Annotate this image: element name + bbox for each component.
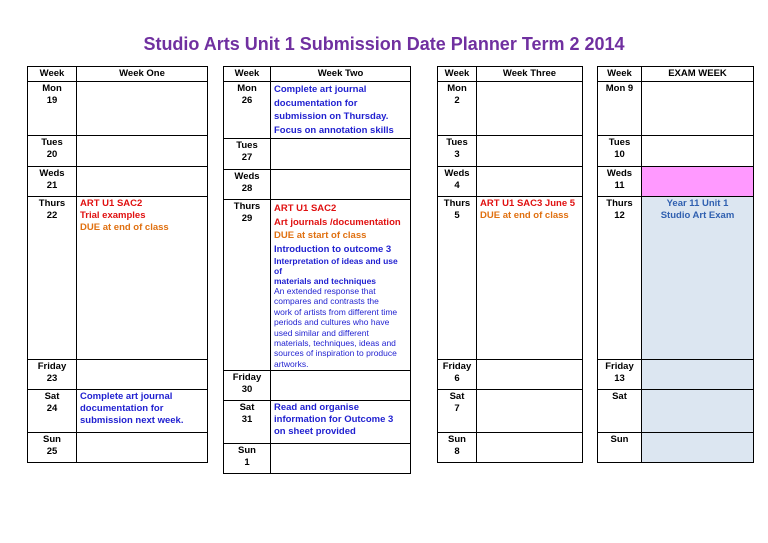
week-two-table [223, 66, 411, 474]
day-cell-wed: Weds 4 [438, 167, 477, 197]
exam-cell-fri [642, 360, 754, 390]
entry-cell [77, 433, 208, 463]
week-name: Week One [77, 67, 208, 82]
week-name: Week Two [271, 67, 411, 82]
entry-cell [77, 82, 208, 136]
day-cell-tue: Tues 20 [28, 136, 77, 167]
entry-cell [477, 82, 583, 136]
entry-cell [77, 360, 208, 390]
entry-cell [477, 360, 583, 390]
day-cell-fri: Friday 6 [438, 360, 477, 390]
entry-cell [271, 139, 411, 170]
week-label: Week [598, 67, 642, 82]
entry-cell [77, 136, 208, 167]
entry-cell-mon: Complete art journal documentation for submission on Thursday. Focus on annotation skills [271, 82, 411, 139]
entry-cell-thu: ART U1 SAC3 June 5 DUE at end of class [477, 197, 583, 360]
day-cell-sun: Sun [598, 433, 642, 463]
entry-cell [271, 170, 411, 200]
entry-cell-sat: Read and organise information for Outcome 3 on sheet provided [271, 401, 411, 444]
day-cell-mon: Mon 9 [598, 82, 642, 136]
day-cell-sun: Sun 8 [438, 433, 477, 463]
entry-cell [477, 433, 583, 463]
week-label: Week [28, 67, 77, 82]
entry-cell [271, 444, 411, 474]
day-cell-sat: Sat 7 [438, 390, 477, 433]
day-cell-thu: Thurs 5 [438, 197, 477, 360]
day-cell-thu: Thurs 29 [224, 200, 271, 371]
entry-cell [77, 167, 208, 197]
entry-cell-sat: Complete art journal documentation for submission next week. [77, 390, 208, 433]
entry-cell [271, 371, 411, 401]
day-cell-fri: Friday 23 [28, 360, 77, 390]
entry-cell [642, 82, 754, 136]
highlight-cell-wed [642, 167, 754, 197]
entry-cell-thu: ART U1 SAC2 Trial examples DUE at end of class [77, 197, 208, 360]
day-cell-wed: Weds 11 [598, 167, 642, 197]
day-cell-tue: Tues 27 [224, 139, 271, 170]
day-cell-thu: Thurs 22 [28, 197, 77, 360]
day-cell-fri: Friday 13 [598, 360, 642, 390]
entry-cell [642, 136, 754, 167]
entry-cell-thu: ART U1 SAC2 Art journals /documentation DUE at start of class Introduction to outcome 3 Interpretation of ideas and use of materials and techniques An extended response that compares and contrasts the work of artists from different time periods and cultures who have used similar and different materials, techniques, ideas and sources of inspiration to produce artworks. [271, 200, 411, 371]
day-cell-mon: Mon 26 [224, 82, 271, 139]
exam-cell-thu: Year 11 Unit 1 Studio Art Exam [642, 197, 754, 360]
week-name: EXAM WEEK [642, 67, 754, 82]
exam-cell-sat [642, 390, 754, 433]
day-cell-mon: Mon 2 [438, 82, 477, 136]
day-cell-thu: Thurs 12 [598, 197, 642, 360]
entry-cell [477, 390, 583, 433]
day-cell-sat: Sat [598, 390, 642, 433]
exam-cell-sun [642, 433, 754, 463]
day-cell-sun: Sun 1 [224, 444, 271, 474]
day-cell-wed: Weds 21 [28, 167, 77, 197]
day-cell-sun: Sun 25 [28, 433, 77, 463]
day-cell-mon: Mon 19 [28, 82, 77, 136]
week-label: Week [224, 67, 271, 82]
week-three-table [437, 66, 583, 463]
day-cell-tue: Tues 10 [598, 136, 642, 167]
day-cell-fri: Friday 30 [224, 371, 271, 401]
entry-cell [477, 167, 583, 197]
week-name: Week Three [477, 67, 583, 82]
page-title: Studio Arts Unit 1 Submission Date Planner Term 2 2014 [143, 34, 625, 54]
week-one-table [27, 66, 208, 463]
day-cell-tue: Tues 3 [438, 136, 477, 167]
day-cell-sat: Sat 24 [28, 390, 77, 433]
entry-cell [477, 136, 583, 167]
day-cell-sat: Sat 31 [224, 401, 271, 444]
exam-week-table [597, 66, 754, 463]
day-cell-wed: Weds 28 [224, 170, 271, 200]
week-label: Week [438, 67, 477, 82]
